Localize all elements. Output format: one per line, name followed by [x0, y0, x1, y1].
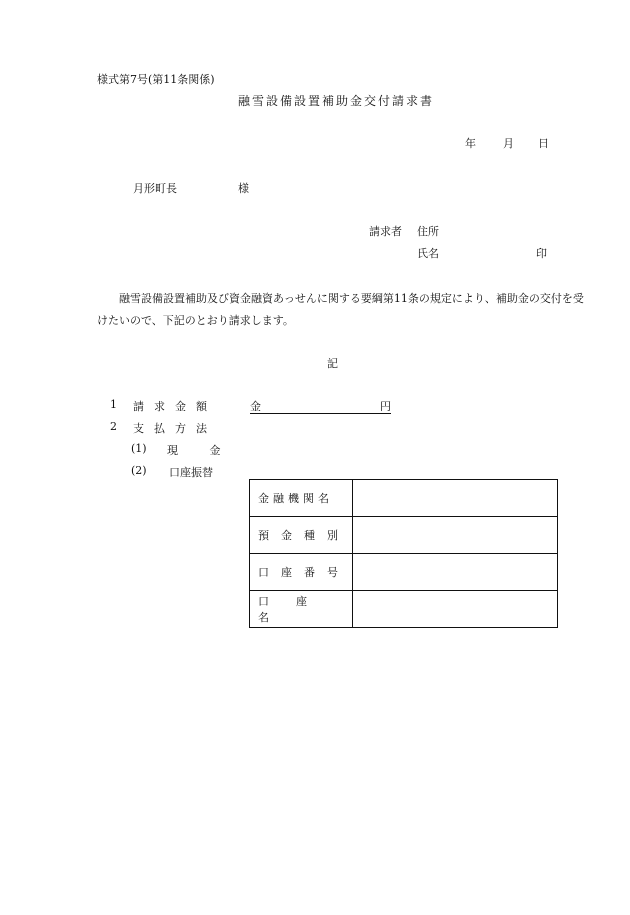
option1-label: 現 金	[167, 444, 235, 457]
bank-name-label: 金融機関名	[250, 480, 353, 517]
account-name-field[interactable]	[353, 591, 558, 628]
account-number-label: 口座番号	[250, 554, 353, 591]
seal-label: 印	[536, 247, 547, 260]
amount-suffix: 円	[380, 400, 391, 413]
amount-prefix: 金	[250, 400, 261, 413]
date-day: 日	[538, 137, 549, 150]
item1-number: 1	[110, 398, 117, 411]
item2-label: 支払方法	[133, 422, 217, 435]
option1-number: (1)	[131, 442, 147, 455]
deposit-type-label: 預金種別	[250, 517, 353, 554]
addressee-honorific: 様	[238, 182, 249, 195]
item1-label: 請求金額	[133, 400, 217, 413]
item2-number: 2	[110, 420, 117, 433]
table-row	[250, 480, 558, 517]
date-year: 年	[465, 137, 476, 150]
table-row	[250, 517, 558, 554]
addressee-name: 月形町長	[133, 182, 177, 195]
address-label: 住所	[417, 225, 439, 238]
option2-label: 口座振替	[169, 466, 213, 479]
date-month: 月	[503, 137, 514, 150]
body-paragraph: 融雪設備設置補助及び資金融資あっせんに関する要綱第11条の規定により、補助金の交付を受けたいので、下記のとおり請求します。	[97, 292, 584, 327]
name-label: 氏名	[417, 247, 439, 260]
option2-number: (2)	[131, 464, 147, 477]
ki-heading: 記	[327, 357, 338, 370]
bank-name-field[interactable]	[353, 480, 558, 517]
requester-label: 請求者	[369, 225, 402, 238]
form-number: 様式第7号(第11条関係)	[97, 73, 215, 86]
document-title: 融雪設備設置補助金交付請求書	[238, 94, 435, 108]
deposit-type-field[interactable]	[353, 517, 558, 554]
account-number-field[interactable]	[353, 554, 558, 591]
account-name-label: 口座名	[250, 591, 353, 628]
amount-field[interactable]	[250, 398, 391, 414]
table-row	[250, 554, 558, 591]
table-row	[250, 591, 558, 628]
bank-account-table	[249, 479, 558, 628]
